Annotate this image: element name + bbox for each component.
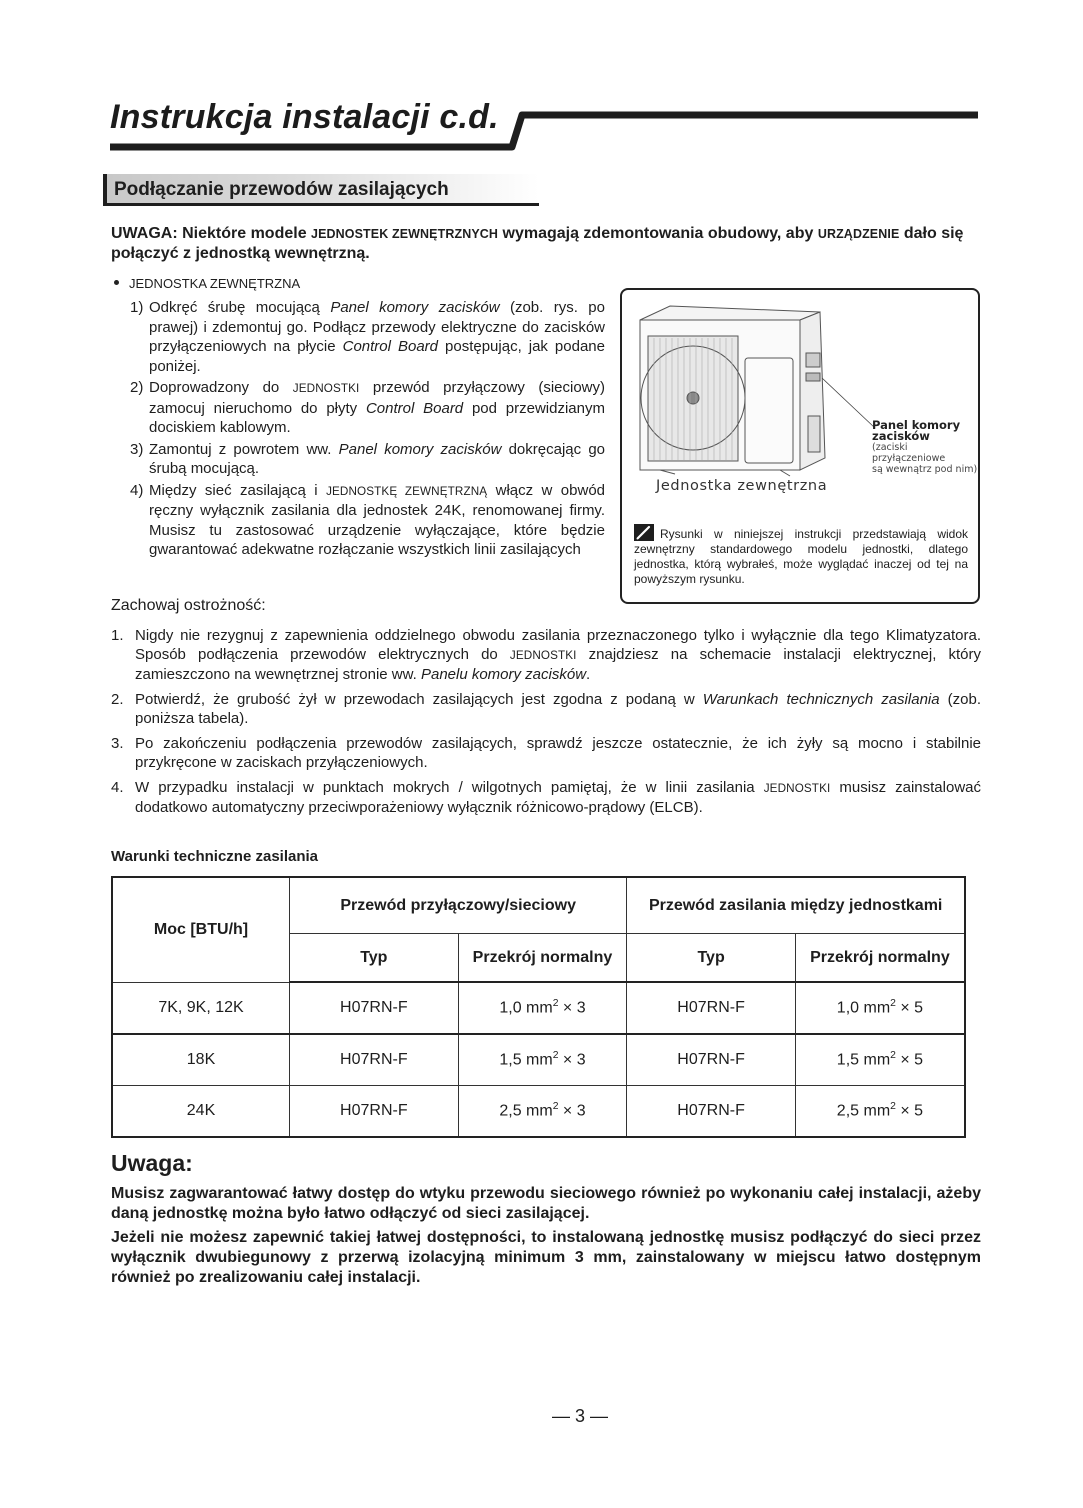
callout-terminal-panel bbox=[872, 420, 978, 475]
caution-text: Po zakończeniu podłączenia przewodów zasilających, sprawdź jeszcze ostatecznie, że ich żyły są mocno i stabilnie przykręcone w zaciskach przyłączeniowych. bbox=[135, 735, 981, 771]
header-type-1: Typ bbox=[290, 934, 459, 983]
cell-section-1: 1,0 $mm^2 \times 3$ bbox=[458, 982, 627, 1034]
caution-number: 4. bbox=[111, 779, 124, 796]
table-title: Warunki techniczne zasilania bbox=[111, 848, 319, 865]
caution-text-italic: Panelu komory zacisków bbox=[420, 666, 587, 683]
step-text: Odkręć śrubę mocującą bbox=[149, 299, 331, 316]
step-text: Doprowadzony do bbox=[149, 379, 293, 396]
step-number: 2) bbox=[130, 379, 144, 396]
caution-number: 2. bbox=[111, 691, 124, 708]
step-text: dokręcając go śrubą mocującą. bbox=[149, 440, 605, 477]
cell-type-2: H07RN-F bbox=[627, 1034, 796, 1086]
caution-text: znajdziesz na schemacie instalacji elektrycznej, który zamieszczono na wewnętrznej stronie ww. bbox=[135, 646, 981, 683]
caution-item bbox=[111, 778, 981, 817]
caution-item bbox=[111, 690, 981, 728]
step-text-italic: Control Board bbox=[342, 338, 438, 355]
caution-text: (zob. poniższa tabela). bbox=[135, 691, 981, 727]
step-text: przewód przyłączowy (sieciowy) zamocuj nieruchomo do płyty bbox=[149, 379, 606, 417]
top-warning-prefix: UWAGA: Niektóre modele bbox=[111, 225, 312, 242]
caution-number: 3. bbox=[111, 735, 124, 752]
caution-text: musisz zainstalować dodatkowo automatyczny przeciwporażeniowy wyłącznik różnicowo-prądowy (ELCB). bbox=[135, 779, 982, 816]
table-row bbox=[112, 982, 965, 1034]
cell-power: 24K bbox=[112, 1086, 290, 1138]
bullet-outdoor-unit bbox=[114, 276, 300, 291]
top-warning-smallcaps-1: JEDNOSTEK ZEWNĘTRZNYCH bbox=[311, 227, 499, 241]
table-row bbox=[112, 1086, 965, 1138]
caution-text: W przypadku instalacji w punktach mokrych / wilgotnych pamiętaj, że w linii zasilania bbox=[135, 779, 764, 796]
notice-paragraph-2: Jeżeli nie możesz zapewnić takiej łatwej dostępności, to instalowaną jednostkę musisz podłączyć do sieci przez wyłącznik dwubiegunowy z przerwą izolacyjną minimum 3 mm, zainstalowany w miejscu łatwo dostępnym również po zrealizowaniu całej instalacji. bbox=[111, 1229, 981, 1286]
bullet-dot-icon bbox=[114, 280, 119, 285]
top-warning-suffix: dało się połączyć z jednostką wewnętrzną. bbox=[111, 225, 964, 262]
cell-section-2: 1,0 $mm^2 \times 5$ bbox=[795, 982, 965, 1034]
header-power: Moc [BTU/h] bbox=[112, 877, 290, 982]
cell-section-2: 2,5 $mm^2 \times 5$ bbox=[795, 1086, 965, 1138]
cell-type-1: H07RN-F bbox=[290, 1086, 459, 1138]
cell-power: 7K, 9K, 12K bbox=[112, 982, 290, 1034]
callout-subtitle-2: są wewnątrz pod nim) bbox=[872, 464, 978, 475]
header-section-2: Przekrój normalny bbox=[795, 934, 965, 983]
section-heading-text: Podłączanie przewodów zasilających bbox=[114, 179, 449, 200]
caution-number: 1. bbox=[111, 627, 124, 644]
callout-leader-line bbox=[822, 378, 875, 428]
figure-note bbox=[634, 524, 968, 587]
section-heading bbox=[103, 174, 539, 206]
caution-item bbox=[111, 734, 981, 772]
step-text-italic: Panel komory zacisków bbox=[330, 299, 500, 316]
caution-text-smallcaps: JEDNOSTKI bbox=[509, 649, 577, 662]
step-text: pod przewidzianym dociskiem kablowym. bbox=[149, 399, 605, 436]
step-text: (zob. rys. po prawej) i zdemontuj go. Podłącz przewody elektryczne do zacisków przyłączeniowych na płycie bbox=[149, 299, 605, 355]
cell-section-2: 1,5 $mm^2 \times 5$ bbox=[795, 1034, 965, 1086]
caution-list bbox=[111, 626, 981, 823]
step-text: włącz w obwód ręczny wyłącznik zasilania dla jednostek 24K, renomowanej firmy. Musisz tu zastosować urządzenie wyłączające, które będzie gwarantować adekwatne rozłączanie wszystkich linii zasilających bbox=[149, 481, 605, 558]
cell-section-1: 1,5 $mm^2 \times 3$ bbox=[458, 1034, 627, 1086]
caution-item bbox=[111, 626, 981, 684]
step-text-italic: Control Board bbox=[365, 399, 464, 417]
caution-text-smallcaps: JEDNOSTKI bbox=[763, 782, 831, 795]
step-item bbox=[130, 481, 605, 560]
step-item bbox=[130, 298, 605, 376]
caution-text: Potwierdź, że grubość żył w przewodach zasilających jest zgodna z podaną w bbox=[135, 691, 703, 708]
cell-type-1: H07RN-F bbox=[290, 1034, 459, 1086]
step-text-smallcaps: JEDNOSTKI bbox=[292, 382, 360, 395]
caution-text: . bbox=[586, 666, 591, 683]
table-header-row bbox=[112, 877, 965, 934]
top-warning bbox=[111, 224, 971, 264]
step-text: Zamontuj z powrotem ww. bbox=[149, 440, 339, 458]
header-section-1: Przekrój normalny bbox=[458, 934, 627, 983]
step-number: 4) bbox=[130, 481, 144, 499]
cell-type-2: H07RN-F bbox=[627, 1086, 796, 1138]
step-item bbox=[130, 440, 605, 479]
figure-box bbox=[620, 288, 980, 604]
caution-label: Zachowaj ostrożność: bbox=[111, 597, 266, 614]
installation-steps bbox=[130, 298, 605, 562]
top-warning-mid: wymagają zdemontowania obudowy, aby bbox=[498, 225, 818, 242]
bullet-label: JEDNOSTKA ZEWNĘTRZNA bbox=[129, 276, 301, 291]
cell-type-2: H07RN-F bbox=[627, 982, 796, 1034]
callout-subtitle-1: (zaciski przyłączeniowe bbox=[872, 442, 946, 464]
step-text-smallcaps: JEDNOSTKĘ ZEWNĘTRZNĄ bbox=[326, 484, 488, 498]
notice-paragraph-1: Musisz zagwarantować łatwy dostęp do wtyku przewodu sieciowego również po wykonaniu całej instalacji, ażeby daną jednostkę można było łatwo odłączyć od sieci zasilającej. bbox=[111, 1185, 981, 1222]
callout-title: Panel komory zacisków bbox=[872, 418, 961, 443]
caution-text: Nigdy nie rezygnuj z zapewnienia oddzielnego obwodu zasilania przeznaczonego tylko i wyłącznie dla tego Klimatyzatora. Sposób podłączenia przewodów elektrycznych do bbox=[135, 627, 981, 663]
top-warning-smallcaps-2: URZĄDZENIE bbox=[817, 227, 900, 241]
cell-power: 18K bbox=[112, 1034, 290, 1086]
notice-heading: Uwaga: bbox=[111, 1150, 193, 1176]
power-requirements-table bbox=[111, 876, 966, 1138]
table-row bbox=[112, 1034, 965, 1086]
step-text-italic: Panel komory zacisków bbox=[338, 440, 502, 458]
figure-caption: Jednostka zewnętrzna bbox=[656, 478, 828, 494]
header-type-2: Typ bbox=[627, 934, 796, 983]
figure-note-text: Rysunki w niniejszej instrukcji przedstawiają widok zewnętrzny standardowego modelu jednostki, dlatego jednostka, którą wybrałeś, może wyglądać inaczej od tej na powyższym rysunku. bbox=[634, 527, 968, 586]
step-number: 1) bbox=[130, 299, 144, 316]
cell-section-1: 2,5 $mm^2 \times 3$ bbox=[458, 1086, 627, 1138]
cell-type-1: H07RN-F bbox=[290, 982, 459, 1034]
pencil-note-icon bbox=[634, 524, 654, 541]
header-interconnect-cable: Przewód zasilania między jednostkami bbox=[627, 877, 965, 934]
caution-text-italic: Warunkach technicznych zasilania bbox=[702, 691, 940, 708]
step-item bbox=[130, 378, 605, 438]
step-text: postępując, jak podane poniżej. bbox=[149, 338, 605, 375]
page-number: — 3 — bbox=[551, 1406, 608, 1426]
header-supply-cable: Przewód przyłączowy/sieciowy bbox=[290, 877, 627, 934]
step-number: 3) bbox=[130, 440, 144, 458]
outdoor-unit-illustration bbox=[630, 298, 880, 478]
step-text: Między sieć zasilającą i bbox=[149, 481, 327, 499]
page-title: Instrukcja instalacji c.d. bbox=[110, 98, 499, 136]
